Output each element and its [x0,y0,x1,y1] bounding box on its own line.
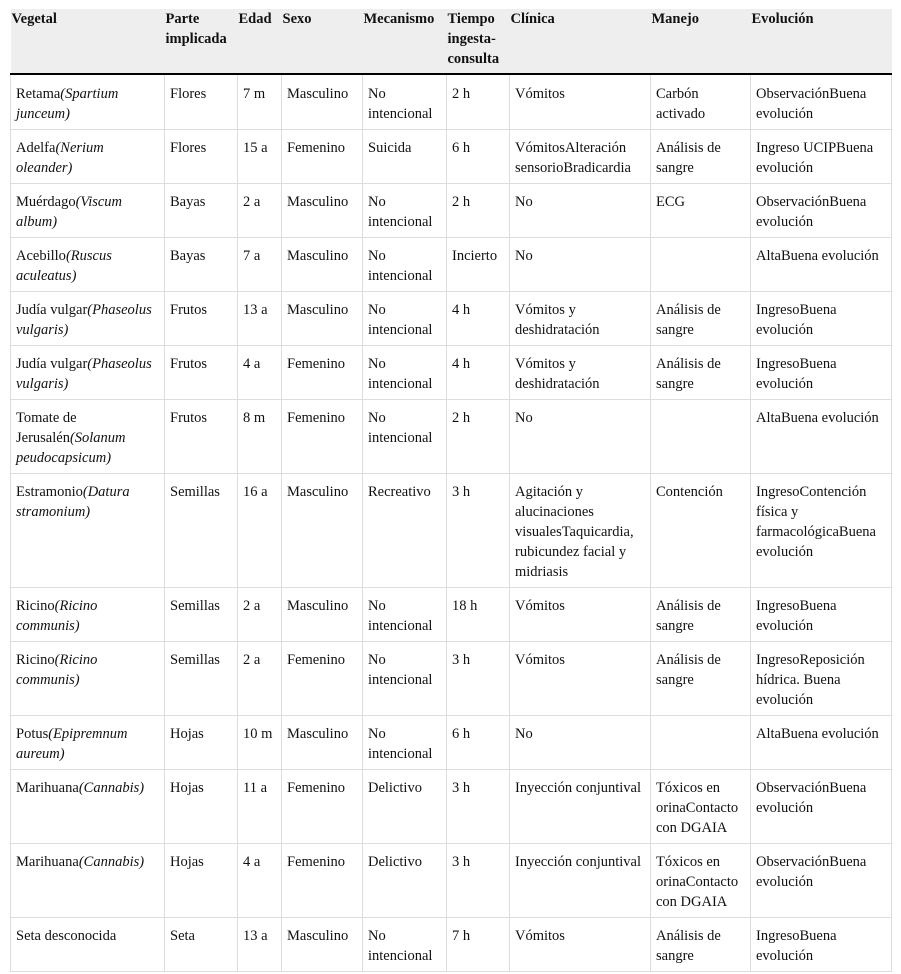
cell-parte: Flores [165,74,238,130]
vegetal-common-name: Retama [16,86,61,102]
cell-parte: Semillas [165,588,238,642]
vegetal-common-name: Judía vulgar [16,302,88,318]
cell-tiempo: 4 h [447,346,510,400]
cell-tiempo: 2 h [447,400,510,474]
cell-manejo: Análisis de sangre [651,918,751,972]
cell-mecanismo: No intencional [363,716,447,770]
cell-clinica: No [510,184,651,238]
cell-tiempo: 6 h [447,130,510,184]
header-clinica: Clínica [510,9,651,74]
table-row [11,642,892,716]
cell-mecanismo: No intencional [363,400,447,474]
cell-parte: Bayas [165,184,238,238]
cell-evolucion: IngresoReposición hídrica. Buena evolución [751,642,892,716]
cell-sexo: Femenino [282,130,363,184]
table-row [11,588,892,642]
cell-vegetal [11,74,165,130]
cell-mecanismo: No intencional [363,74,447,130]
cell-tiempo: 3 h [447,770,510,844]
header-manejo: Manejo [651,9,751,74]
cell-clinica: Vómitos y deshidratación [510,346,651,400]
vegetal-scientific-name: (Cannabis) [78,780,145,796]
table-row [11,74,892,130]
cell-evolucion: ObservaciónBuena evolución [751,770,892,844]
table-row [11,918,892,972]
cell-clinica: Inyección conjuntival [510,770,651,844]
cell-tiempo: 3 h [447,844,510,918]
cell-edad: 4 a [238,844,282,918]
header-vegetal: Vegetal [11,9,165,74]
cell-clinica: No [510,400,651,474]
cell-mecanismo: No intencional [363,238,447,292]
cell-edad: 8 m [238,400,282,474]
cell-sexo: Femenino [282,346,363,400]
vegetal-common-name: Potus [16,726,49,742]
table-row [11,184,892,238]
cell-edad: 2 a [238,642,282,716]
header-sexo: Sexo [282,9,363,74]
cell-vegetal [11,588,165,642]
vegetal-common-name: Seta desconocida [16,928,117,944]
cell-clinica: No [510,238,651,292]
cell-mecanismo: Recreativo [363,474,447,588]
header-edad: Edad [238,9,282,74]
table-container [10,9,891,972]
cell-evolucion: IngresoBuena evolución [751,346,892,400]
cell-mecanismo: No intencional [363,588,447,642]
cell-edad: 13 a [238,292,282,346]
cell-mecanismo: No intencional [363,292,447,346]
vegetal-scientific-name: (Epipremnum aureum) [16,726,128,762]
vegetal-scientific-name: (Viscum album) [16,194,123,230]
cell-parte: Bayas [165,238,238,292]
cell-sexo: Femenino [282,844,363,918]
cell-edad: 13 a [238,918,282,972]
cell-parte: Semillas [165,642,238,716]
cell-vegetal [11,184,165,238]
cell-evolucion: IngresoBuena evolución [751,918,892,972]
cell-evolucion: IngresoBuena evolución [751,588,892,642]
cell-sexo: Femenino [282,770,363,844]
header-parte: Parte implicada [165,9,238,74]
cell-clinica: Vómitos y deshidratación [510,292,651,346]
cell-mecanismo: No intencional [363,918,447,972]
cell-tiempo: 2 h [447,184,510,238]
vegetal-common-name: Acebillo [16,248,66,264]
cell-manejo [651,716,751,770]
cell-manejo: Análisis de sangre [651,642,751,716]
cell-tiempo: 3 h [447,642,510,716]
vegetal-common-name: Ricino [16,652,55,668]
cell-sexo: Masculino [282,588,363,642]
vegetal-scientific-name: (Ricino communis) [16,652,98,688]
vegetal-common-name: Judía vulgar [16,356,88,372]
cell-sexo: Femenino [282,400,363,474]
cell-vegetal [11,770,165,844]
cell-tiempo: 18 h [447,588,510,642]
cell-vegetal [11,238,165,292]
cell-clinica: Vómitos [510,74,651,130]
cell-vegetal [11,474,165,588]
cell-manejo: Contención [651,474,751,588]
cell-vegetal [11,400,165,474]
vegetal-scientific-name: (Phaseolus vulgaris) [16,356,152,392]
cell-clinica: Inyección conjuntival [510,844,651,918]
table-row [11,130,892,184]
header-tiempo: Tiempo ingesta-consulta [447,9,510,74]
cell-edad: 4 a [238,346,282,400]
cell-parte: Frutos [165,400,238,474]
cell-tiempo: 4 h [447,292,510,346]
cell-sexo: Masculino [282,918,363,972]
cell-tiempo: 6 h [447,716,510,770]
cell-clinica: Vómitos [510,588,651,642]
cell-vegetal [11,130,165,184]
cell-tiempo: Incierto [447,238,510,292]
vegetal-common-name: Estramonio [16,484,83,500]
cell-mecanismo: No intencional [363,184,447,238]
cell-sexo: Femenino [282,642,363,716]
cell-sexo: Masculino [282,716,363,770]
cell-mecanismo: Delictivo [363,844,447,918]
cell-edad: 15 a [238,130,282,184]
vegetal-common-name: Marihuana [16,854,79,870]
cell-parte: Flores [165,130,238,184]
cell-parte: Frutos [165,292,238,346]
table-row [11,400,892,474]
header-evolucion: Evolución [751,9,892,74]
cell-edad: 7 m [238,74,282,130]
cell-edad: 11 a [238,770,282,844]
cell-manejo: Análisis de sangre [651,292,751,346]
cell-tiempo: 2 h [447,74,510,130]
cell-parte: Seta [165,918,238,972]
cell-manejo: Tóxicos en orinaContacto con DGAIA [651,844,751,918]
vegetal-common-name: Muérdago [16,194,76,210]
cell-sexo: Masculino [282,292,363,346]
vegetal-common-name: Adelfa [16,140,56,156]
cell-manejo: Análisis de sangre [651,130,751,184]
cell-vegetal [11,716,165,770]
cell-manejo: Tóxicos en orinaContacto con DGAIA [651,770,751,844]
cell-clinica: VómitosAlteración sensorioBradicardia [510,130,651,184]
cell-parte: Hojas [165,844,238,918]
cell-edad: 2 a [238,184,282,238]
cell-clinica: Agitación y alucinaciones visualesTaquicardia, rubicundez facial y midriasis [510,474,651,588]
cell-edad: 7 a [238,238,282,292]
cell-tiempo: 3 h [447,474,510,588]
cell-evolucion: IngresoContención física y farmacológicaBuena evolución [751,474,892,588]
cell-evolucion: ObservaciónBuena evolución [751,184,892,238]
cell-evolucion: Ingreso UCIPBuena evolución [751,130,892,184]
table-row [11,770,892,844]
cell-sexo: Masculino [282,184,363,238]
table-row [11,238,892,292]
cell-manejo [651,238,751,292]
table-row [11,844,892,918]
cell-vegetal [11,346,165,400]
cell-clinica: No [510,716,651,770]
cell-edad: 2 a [238,588,282,642]
cell-mecanismo: Suicida [363,130,447,184]
table-row [11,474,892,588]
cell-clinica: Vómitos [510,918,651,972]
table-row [11,292,892,346]
cell-evolucion: AltaBuena evolución [751,238,892,292]
cell-sexo: Masculino [282,474,363,588]
cell-tiempo: 7 h [447,918,510,972]
cell-evolucion: IngresoBuena evolución [751,292,892,346]
cell-vegetal [11,642,165,716]
cell-vegetal [11,844,165,918]
vegetal-common-name: Ricino [16,598,55,614]
cell-evolucion: AltaBuena evolución [751,400,892,474]
cell-edad: 10 m [238,716,282,770]
cell-manejo: ECG [651,184,751,238]
cell-manejo: Análisis de sangre [651,346,751,400]
cell-manejo: Análisis de sangre [651,588,751,642]
cell-parte: Hojas [165,716,238,770]
vegetal-scientific-name: (Nerium oleander) [16,140,104,176]
vegetal-scientific-name: (Cannabis) [78,854,145,870]
vegetal-common-name: Tomate de Jerusalén [16,410,77,446]
vegetal-scientific-name: (Ricino communis) [16,598,98,634]
cell-manejo: Carbón activado [651,74,751,130]
vegetal-scientific-name: (Ruscus aculeatus) [16,248,112,284]
cell-mecanismo: No intencional [363,346,447,400]
vegetal-scientific-name: (Spartium junceum) [16,86,119,122]
cell-evolucion: AltaBuena evolución [751,716,892,770]
table-body [11,74,892,972]
cell-mecanismo: No intencional [363,642,447,716]
cell-vegetal [11,292,165,346]
table-row [11,716,892,770]
vegetal-common-name: Marihuana [16,780,79,796]
cell-vegetal [11,918,165,972]
cell-sexo: Masculino [282,238,363,292]
cell-parte: Semillas [165,474,238,588]
cell-clinica: Vómitos [510,642,651,716]
cell-parte: Hojas [165,770,238,844]
cell-evolucion: ObservaciónBuena evolución [751,74,892,130]
cell-mecanismo: Delictivo [363,770,447,844]
header-row [11,9,892,74]
cell-parte: Frutos [165,346,238,400]
vegetal-scientific-name: (Datura stramonium) [16,484,130,520]
vegetal-scientific-name: (Solanum peudocapsicum) [16,430,126,466]
table-row [11,346,892,400]
cell-manejo [651,400,751,474]
header-mecanismo: Mecanismo [363,9,447,74]
vegetal-scientific-name: (Phaseolus vulgaris) [16,302,152,338]
poisoning-table [10,9,892,972]
cell-edad: 16 a [238,474,282,588]
cell-sexo: Masculino [282,74,363,130]
cell-evolucion: ObservaciónBuena evolución [751,844,892,918]
